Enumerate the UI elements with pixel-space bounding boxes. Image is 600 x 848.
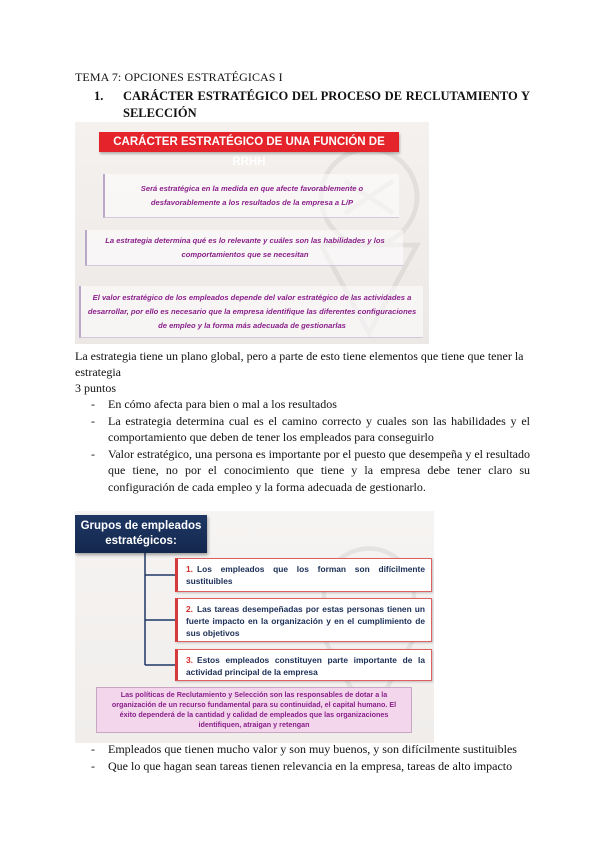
list-item-text: Valor estratégico, una persona es importante por el puesto que desempeña y el resultado que tiene, no por el conocimiento que tiene y la empresa debe tener claro su configuración de cada empleo y la forma adecuada de gestionarlo. [108, 446, 530, 494]
figure1-box-3-text: El valor estratégico de los empleados depende del valor estratégico de las actividades a desarrollar, por ello es necesario que la empresa identifique las diferentes configuraciones de empleo y la forma más adecuada de gestionarlas [87, 292, 417, 330]
figure1-box-2 [85, 230, 403, 266]
item-number: 1. [186, 564, 193, 574]
list-item [75, 396, 530, 413]
figure2-item-1 [175, 558, 432, 592]
section-heading-text: CARÁCTER ESTRATÉGICO DEL PROCESO DE RECLUTAMIENTO Y SELECCIÓN [123, 89, 530, 120]
bullet-dash: - [91, 397, 95, 411]
paragraph-three-points: 3 puntos [75, 381, 117, 395]
figure1-box-1-text: Será estratégica en la medida en que afecte favorablemente o desfavorablemente a los resultados de la empresa a L/P [140, 183, 364, 207]
list-item-text: Empleados que tienen mucho valor y son muy buenos, y son difícilmente sustituibles [108, 742, 517, 756]
section-heading [94, 88, 530, 122]
bullet-dash: - [91, 742, 95, 756]
figure2-conclusion-box [96, 687, 412, 733]
figure2-item-2 [175, 598, 432, 642]
figure2-title-line1: Grupos de empleados [80, 520, 202, 532]
list-item [75, 741, 530, 758]
paragraph-strategy: La estrategia tiene un plano global, pero a parte de esto tiene elementos que tiene que tener la estrategia [75, 349, 524, 379]
list-item-text: Que lo que hagan sean tareas tienen relevancia en la empresa, tareas de alto impacto [108, 758, 513, 773]
topic-title: TEMA 7: OPCIONES ESTRATÉGICAS I [75, 70, 283, 84]
list-item [75, 758, 530, 775]
bullet-list-points [75, 396, 530, 495]
bullet-dash: - [91, 446, 95, 461]
item-number: 3. [186, 655, 193, 665]
list-item-text: La estrategia determina cual es el camino correcto y cuales son las habilidades y el comportamiento que deben de tener los empleados para conseguirlo [108, 413, 530, 444]
figure2-conclusion-text: Las políticas de Reclutamiento y Selección son las responsables de dotar a la organización de un recurso fundamental para su continuidad, el capital humano. El éxito dependerá de la cantidad y calidad de empleados que las organizaciones identifiquen, atraigan y retengan [111, 690, 397, 729]
item-text: Los empleados que los forman son difícilmente sustituibles [186, 564, 425, 586]
list-item-text: En cómo afecta para bien o mal a los resultados [108, 397, 337, 411]
list-item [75, 413, 530, 446]
figure-strategic-character [75, 122, 429, 344]
figure2-title [75, 515, 207, 553]
figure1-title: CARÁCTER ESTRATÉGICO DE UNA FUNCIÓN DE RRHH [99, 132, 399, 152]
figure1-box-3 [79, 286, 423, 338]
bullet-dash: - [91, 758, 95, 773]
figure2-title-line2: estratégicos: [105, 535, 177, 547]
item-text: Las tareas desempeñadas por estas personas tienen un fuerte impacto en la organización y en el cumplimiento de sus objetivos [186, 604, 425, 638]
figure2-item-3 [175, 649, 432, 681]
bullet-list-employees [75, 741, 530, 774]
bullet-dash: - [91, 413, 95, 428]
item-number: 2. [186, 604, 193, 614]
figure1-box-1 [103, 174, 399, 218]
list-item [75, 446, 530, 496]
item-text: Estos empleados constituyen parte importante de la actividad principal de la empresa [186, 655, 425, 677]
figure1-box-2-text: La estrategia determina qué es lo relevante y cuáles son las habilidades y los comportamientos que se necesitan [105, 235, 385, 259]
figure-strategic-employee-groups [75, 511, 434, 743]
section-number: 1. [94, 89, 104, 103]
